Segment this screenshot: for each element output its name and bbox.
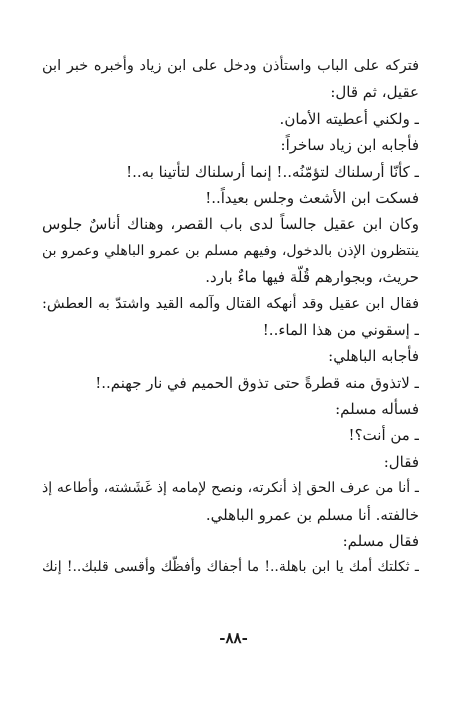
text-line: فسكت ابن الأشعث وجلس بعيداً..! [205,188,419,207]
text-line: حريث، وبجوارهم قُلّة فيها ماءٌ بارد. [205,268,419,287]
text-line: فقال مسلم: [342,532,419,551]
text-line: فأجابه الباهلي: [328,347,419,366]
text-line: فسأله مسلم: [335,400,419,419]
text-line: ـ ولكني أعطيته الأمان. [279,109,419,128]
text-line: وكان ابن عقيل جالساً لدى باب القصر، وهناك أناسٌ جلوس [42,215,419,234]
text-line: ـ كأنّا أرسلناك لتؤمّنُه..! إنما أرسلناك لتأتينا به..! [126,162,419,181]
text-line: فقال ابن عقيل وقد أنهكه القتال وآلمه القيد واشتدّ به العطش: [42,295,419,312]
text-line: فأجابه ابن زياد ساخراً: [280,136,419,155]
text-line: ـ إسقوني من هذا الماء..! [262,320,419,339]
text-line: ـ ثكلتك أمك يا ابن باهلة..! ما أجفاك وأفظّك وأقسى قلبك..! إنك [42,559,419,576]
text-line: ـ من أنت؟! [348,426,419,445]
text-line: عقيل، ثم قال: [330,83,419,102]
text-line: فتركه على الباب واستأذن ودخل على ابن زياد وأخبره خبر ابن [42,58,419,74]
text-line: ـ لاتذوق منه قطرةً حتى تذوق الحميم في نار جهنم..! [95,373,419,392]
text-line: ينتظرون الإذن بالدخول، وفيهم مسلم بن عمرو الباهلي وعمرو بن [42,242,419,259]
page-number: -٨٨- [219,629,248,647]
text-line: خالفته. أنا مسلم بن عمرو الباهلي. [205,505,419,524]
text-line: ـ أنا من عرف الحق إذ أنكرته، ونصح لإمامه إذ غَشَشته، وأطاعه إذ [42,480,419,497]
body-text [42,53,419,581]
text-line: فقال: [383,452,419,471]
